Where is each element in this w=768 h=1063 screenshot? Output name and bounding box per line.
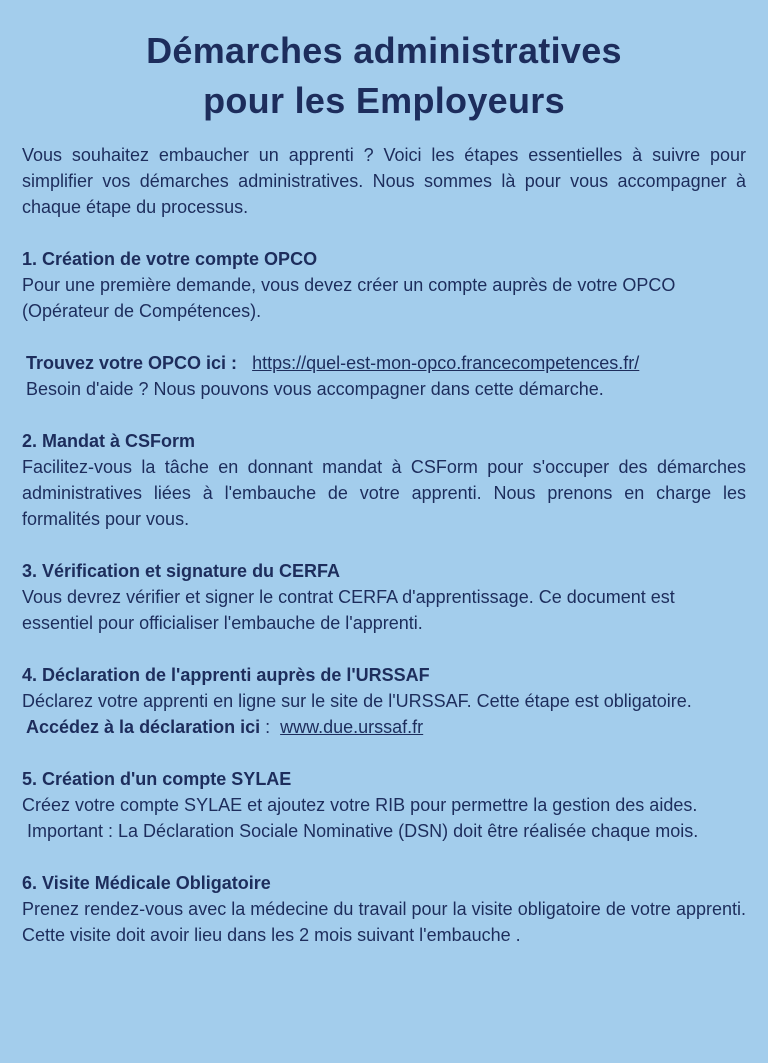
- section-visite-medicale: [22, 870, 746, 948]
- section-urssaf: [22, 662, 746, 740]
- section-heading: 4. Déclaration de l'apprenti auprès de l'URSSAF: [22, 665, 430, 685]
- section-body: Facilitez-vous la tâche en donnant mandat à CSForm pour s'occuper des démarches administratives liées à l'embauche de votre apprenti. Nous prenons en charge les formalités pour vous.: [22, 457, 746, 529]
- section-body: Pour une première demande, vous devez créer un compte auprès de votre OPCO (Opérateur de Compétences).: [22, 275, 676, 321]
- section-body: Créez votre compte SYLAE et ajoutez votre RIB pour permettre la gestion des aides.: [22, 795, 698, 815]
- help-text: Besoin d'aide ? Nous pouvons vous accompagner dans cette démarche.: [26, 379, 604, 399]
- opco-link[interactable]: https://quel-est-mon-opco.francecompetences.fr/: [252, 353, 640, 373]
- access-declaration-label: Accédez à la déclaration ici: [26, 717, 261, 737]
- section-body: Prenez rendez-vous avec la médecine du travail pour la visite obligatoire de votre apprenti. Cette visite doit avoir lieu dans les 2 mois suivant l'embauche .: [22, 899, 746, 945]
- section-sylae: [22, 766, 746, 844]
- section-body: Déclarez votre apprenti en ligne sur le site de l'URSSAF. Cette étape est obligatoire.: [22, 691, 692, 711]
- section-heading: 1. Création de votre compte OPCO: [22, 249, 318, 269]
- section-heading: 6. Visite Médicale Obligatoire: [22, 873, 271, 893]
- urssaf-link[interactable]: www.due.urssaf.fr: [280, 717, 424, 737]
- section-cerfa: [22, 558, 746, 636]
- section-heading: 2. Mandat à CSForm: [22, 431, 196, 451]
- title-line-2: pour les Employeurs: [203, 80, 565, 121]
- section-body: Vous devrez vérifier et signer le contrat CERFA d'apprentissage. Ce document est essentiel pour officialiser l'embauche de l'apprenti.: [22, 587, 675, 633]
- page-title: [22, 26, 746, 126]
- access-declaration-line: [22, 714, 746, 740]
- section-heading: 5. Création d'un compte SYLAE: [22, 769, 292, 789]
- section-mandat: [22, 428, 746, 532]
- find-opco-label: Trouvez votre OPCO ici :: [26, 353, 238, 373]
- find-opco-line: [22, 350, 746, 376]
- dsn-note: Important : La Déclaration Sociale Nominative (DSN) doit être réalisée chaque mois.: [27, 821, 699, 841]
- access-separator: :: [260, 717, 281, 737]
- section-opco: [22, 246, 746, 402]
- title-line-1: Démarches administratives: [146, 30, 622, 71]
- section-heading: 3. Vérification et signature du CERFA: [22, 561, 341, 581]
- intro-paragraph: Vous souhaitez embaucher un apprenti ? Voici les étapes essentielles à suivre pour simplifier vos démarches administratives. Nous sommes là pour vous accompagner à chaque étape du processus.: [22, 145, 746, 217]
